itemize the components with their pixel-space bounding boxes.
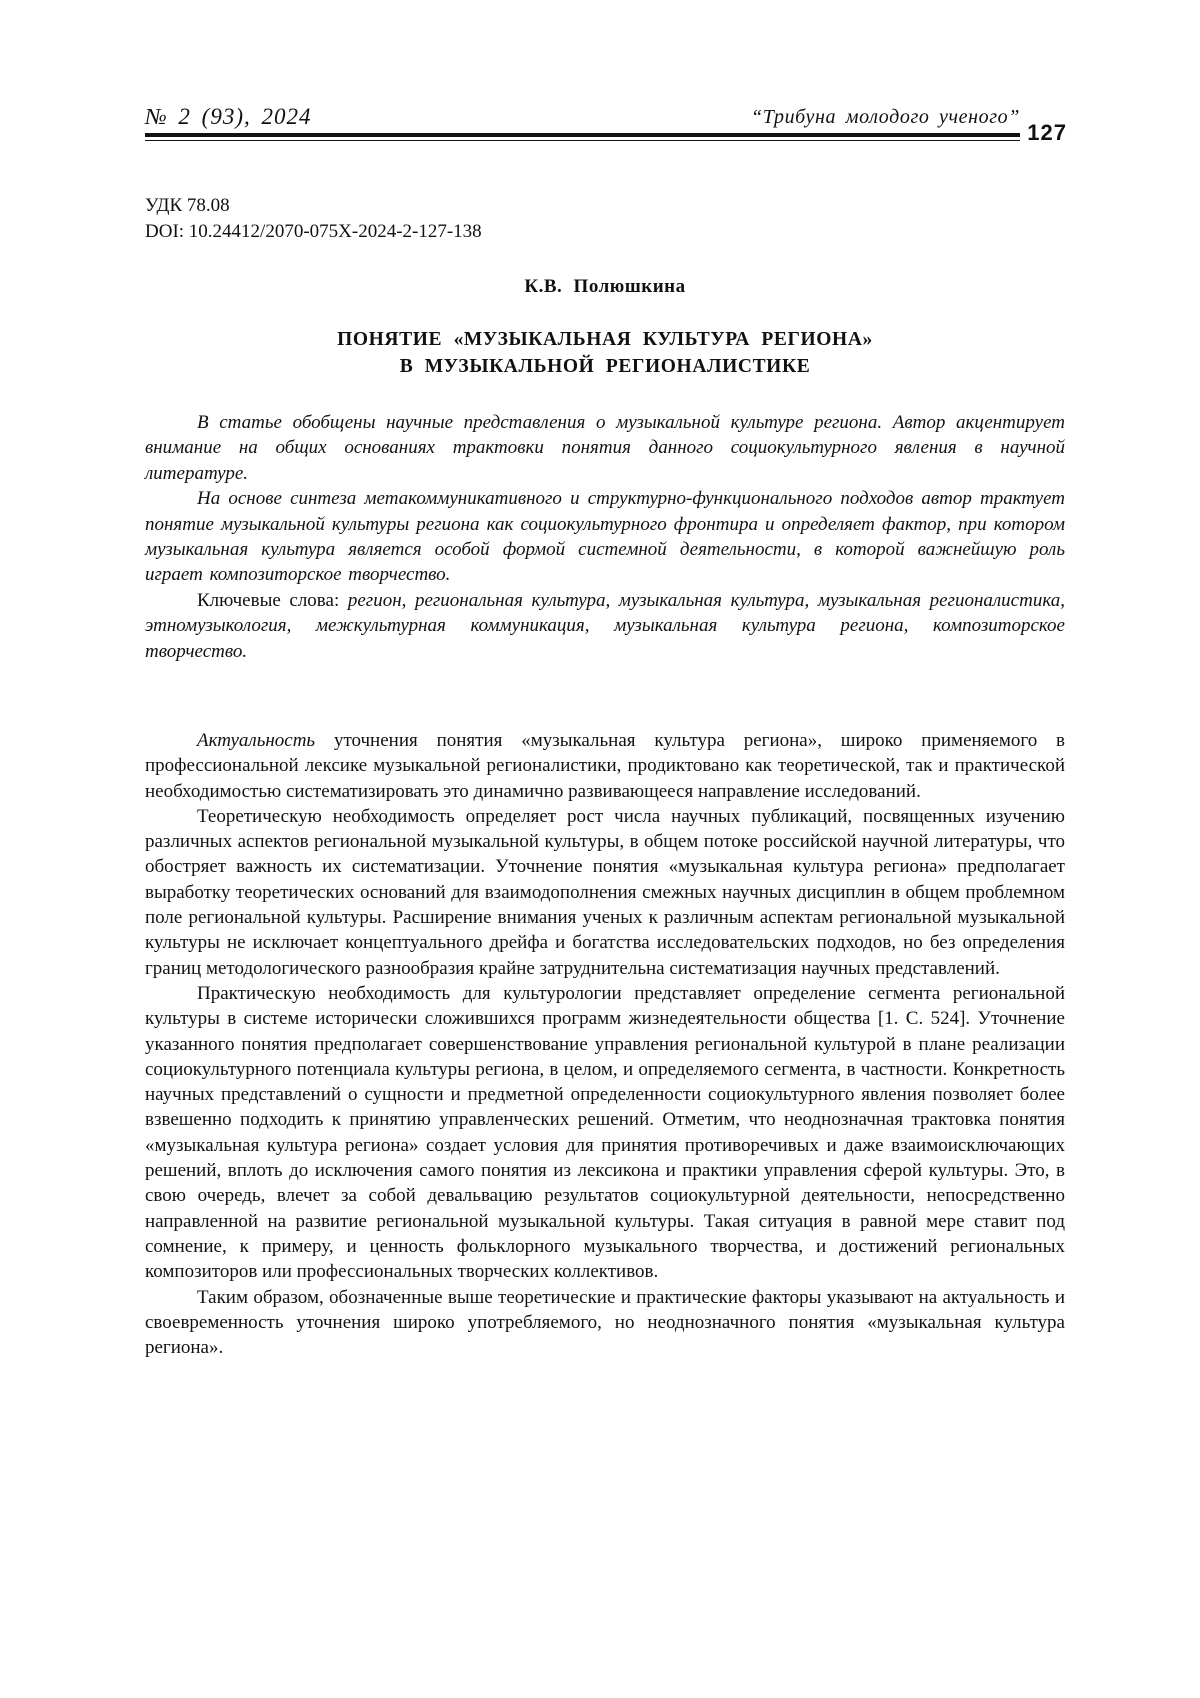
keywords <box>145 588 1065 664</box>
body-lead-term: Актуальность <box>197 730 315 751</box>
journal-page <box>145 0 1065 1698</box>
udk-code: УДК 78.08 <box>145 193 482 219</box>
doi: DOI: 10.24412/2070-075X-2024-2-127-138 <box>145 219 482 245</box>
title-line-1: ПОНЯТИЕ «МУЗЫКАЛЬНАЯ КУЛЬТУРА РЕГИОНА» <box>145 326 1065 353</box>
body-paragraph-1 <box>145 728 1065 804</box>
header-rule-thick <box>145 133 1020 137</box>
page-number: 127 <box>1027 120 1067 146</box>
abstract-paragraph-2: На основе синтеза метакоммуникативного и структурно-функционального подходов автор трактует понятие музыкальной культуры региона как социокультурного фронтира и определяет фактор, при котором музыкальная культура является особой формой системной деятельности, в которой важнейшую роль играет композиторское творчество. <box>145 486 1065 588</box>
body-paragraph-1-text: уточнения понятия «музыкальная культура региона», широко применяемого в профессиональной лексике музыкальной регионалистики, продиктовано как теоретической, так и практической необходимостью систематизировать это динамично развивающееся направление исследований. <box>145 730 1065 802</box>
body-paragraph-2: Теоретическую необходимость определяет рост числа научных публикаций, посвященных изучению различных аспектов региональной музыкальной культуры, в общем потоке российской научной литературы, что обостряет важность их систематизации. Уточнение понятия «музыкальная культура региона» предполагает выработку теоретических оснований для взаимодополнения смежных научных дисциплин в общем проблемном поле региональной культуры. Расширение внимания ученых к различным аспектам региональной музыкальной культуры не исключает концептуального дрейфа и богатства исследовательских подходов, но без определения границ методологического разнообразия крайне затруднительна систематизация научных представлений. <box>145 804 1065 981</box>
author-name: К.В. Полюшкина <box>145 276 1065 298</box>
issue-number: № 2 (93), 2024 <box>145 104 312 130</box>
article-body <box>145 728 1065 1360</box>
header-rule-thin <box>145 140 1020 141</box>
article-title <box>145 326 1065 380</box>
article-meta <box>145 193 482 245</box>
abstract-paragraph-1: В статье обобщены научные представления о музыкальной культуре региона. Автор акцентирует внимание на общих основаниях трактовки понятия данного социокультурного явления в научной литературе. <box>145 410 1065 486</box>
body-paragraph-4: Таким образом, обозначенные выше теоретические и практические факторы указывают на актуальность и своевременность уточнения широко употребляемого, но неоднозначного понятия «музыкальная культура региона». <box>145 1285 1065 1361</box>
abstract <box>145 410 1065 664</box>
body-paragraph-3: Практическую необходимость для культурологии представляет определение сегмента региональной культуры в системе исторически сложившихся программ жизнедеятельности общества [1. С. 524]. Уточнение указанного понятия предполагает совершенствование управления региональной культурой в плане реализации социокультурного потенциала культуры региона, в целом, и определяемого сегмента, в частности. Конкретность научных представлений о сущности и предметной определенности социокультурного явления позволяет более взвешенно подходить к принятию управленческих решений. Отметим, что неоднозначная трактовка понятия «музыкальная культура региона» создает условия для принятия противоречивых и даже взаимоисключающих решений, вплоть до исключения самого понятия из лексикона и практики управления сферой культуры. Это, в свою очередь, влечет за собой девальвацию результатов социокультурной деятельности, непосредственно направленной на развитие региональной музыкальной культуры. Такая ситуация в равной мере ставит под сомнение, к примеру, и ценность фольклорного музыкального творчества, и достижений региональных композиторов или профессиональных творческих коллективов. <box>145 981 1065 1285</box>
keywords-label: Ключевые слова: <box>197 590 339 611</box>
title-line-2: В МУЗЫКАЛЬНОЙ РЕГИОНАЛИСТИКЕ <box>145 353 1065 380</box>
keywords-list: регион, региональная культура, музыкальная культура, музыкальная регионалистика, этномузыкология, межкультурная коммуникация, музыкальная культура региона, композиторское творчество. <box>145 590 1065 662</box>
journal-title: “Трибуна молодого ученого” <box>751 106 1020 129</box>
running-header <box>145 100 1065 150</box>
